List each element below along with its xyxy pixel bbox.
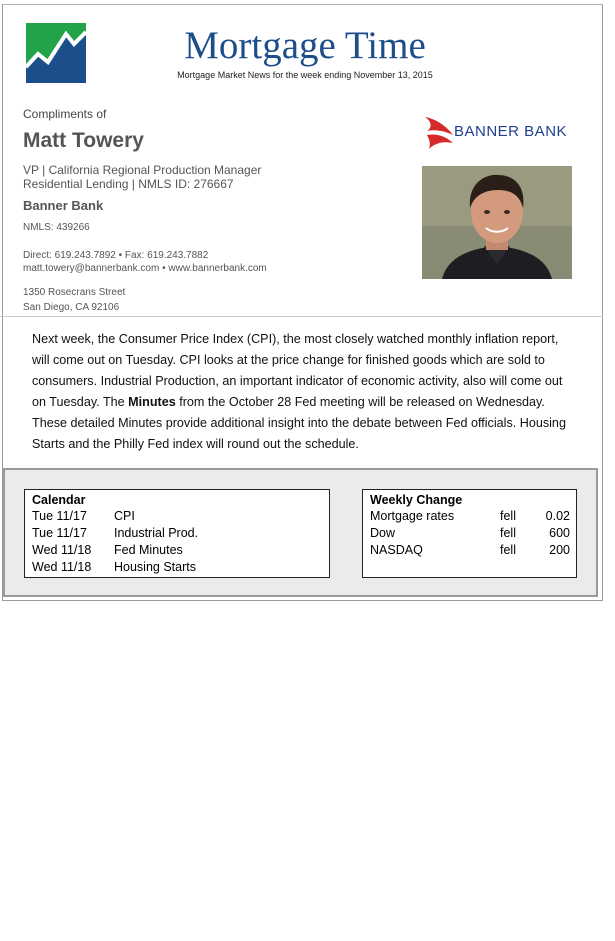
- weekly-change-value: 200: [549, 543, 570, 557]
- company-name: Banner Bank: [23, 198, 104, 213]
- weekly-change-box: [362, 489, 577, 578]
- weekly-change-label: Dow: [370, 526, 396, 540]
- weekly-change-label: NASDAQ: [370, 543, 423, 557]
- calendar-event: Fed Minutes: [114, 543, 183, 557]
- section-divider: [0, 316, 603, 317]
- agent-photo: [422, 166, 572, 279]
- calendar-event: Housing Starts: [114, 560, 196, 574]
- weekly-change-value: 600: [549, 526, 570, 540]
- calendar-box: [24, 489, 330, 578]
- company-nmls: NMLS: 439266: [23, 222, 90, 233]
- phone-fax: Direct: 619.243.7892 • Fax: 619.243.7882: [23, 250, 209, 261]
- email-website-link[interactable]: matt.towery@bannerbank.com • www.bannerbank.com: [23, 263, 267, 274]
- calendar-date: Wed 11/18: [32, 543, 92, 557]
- agent-title-line: VP | California Regional Production Manager: [23, 163, 262, 177]
- address-line: 1350 Rosecrans Street: [23, 287, 126, 298]
- article-text: Next week, the Consumer Price Index (CPI), the most closely watched monthly inflation report, will come out on Tuesday. CPI looks at the price change for finished goods which are sold to consumers. Industrial Production, an important indicator of economic activity, also will come out on Tuesday. The: [32, 332, 563, 409]
- agent-title-line: Residential Lending | NMLS ID: 276667: [23, 177, 234, 191]
- market-news-article: [32, 329, 572, 455]
- chart-logo-icon: [26, 23, 86, 83]
- weekly-change-label: Mortgage rates: [370, 509, 455, 523]
- contact-info: [23, 249, 267, 275]
- calendar-date: Tue 11/17: [32, 526, 87, 540]
- newsletter-title: Mortgage Time: [184, 24, 426, 67]
- compliments-label: Compliments of: [23, 107, 107, 121]
- weekly-change-direction: fell: [500, 543, 516, 557]
- calendar-title: Calendar: [32, 493, 86, 507]
- weekly-change-direction: fell: [500, 526, 516, 540]
- bank-logo: [421, 111, 572, 153]
- article-bold-minutes: Minutes: [128, 395, 176, 409]
- calendar-date: Tue 11/17: [32, 509, 87, 523]
- bank-logo-text: BANNER BANK: [454, 123, 568, 140]
- weekly-change-direction: fell: [500, 509, 516, 523]
- weekly-change-value: 0.02: [545, 509, 570, 523]
- weekly-change-title: Weekly Change: [370, 493, 463, 507]
- article-text: from the October 28 Fed meeting will be released on Wednesday. These detailed Minutes provide additional insight into the debate between Fed officials. Housing Starts and the Philly Fed index will round out the schedule.: [32, 395, 566, 451]
- calendar-event: CPI: [114, 509, 135, 523]
- newsletter-subtitle: Mortgage Market News for the week ending November 13, 2015: [177, 70, 433, 80]
- calendar-event: Industrial Prod.: [114, 526, 199, 540]
- address: [23, 285, 125, 315]
- agent-title: [23, 163, 261, 191]
- address-line: San Diego, CA 92106: [23, 302, 120, 313]
- agent-name: Matt Towery: [23, 129, 144, 152]
- calendar-date: Wed 11/18: [32, 560, 92, 574]
